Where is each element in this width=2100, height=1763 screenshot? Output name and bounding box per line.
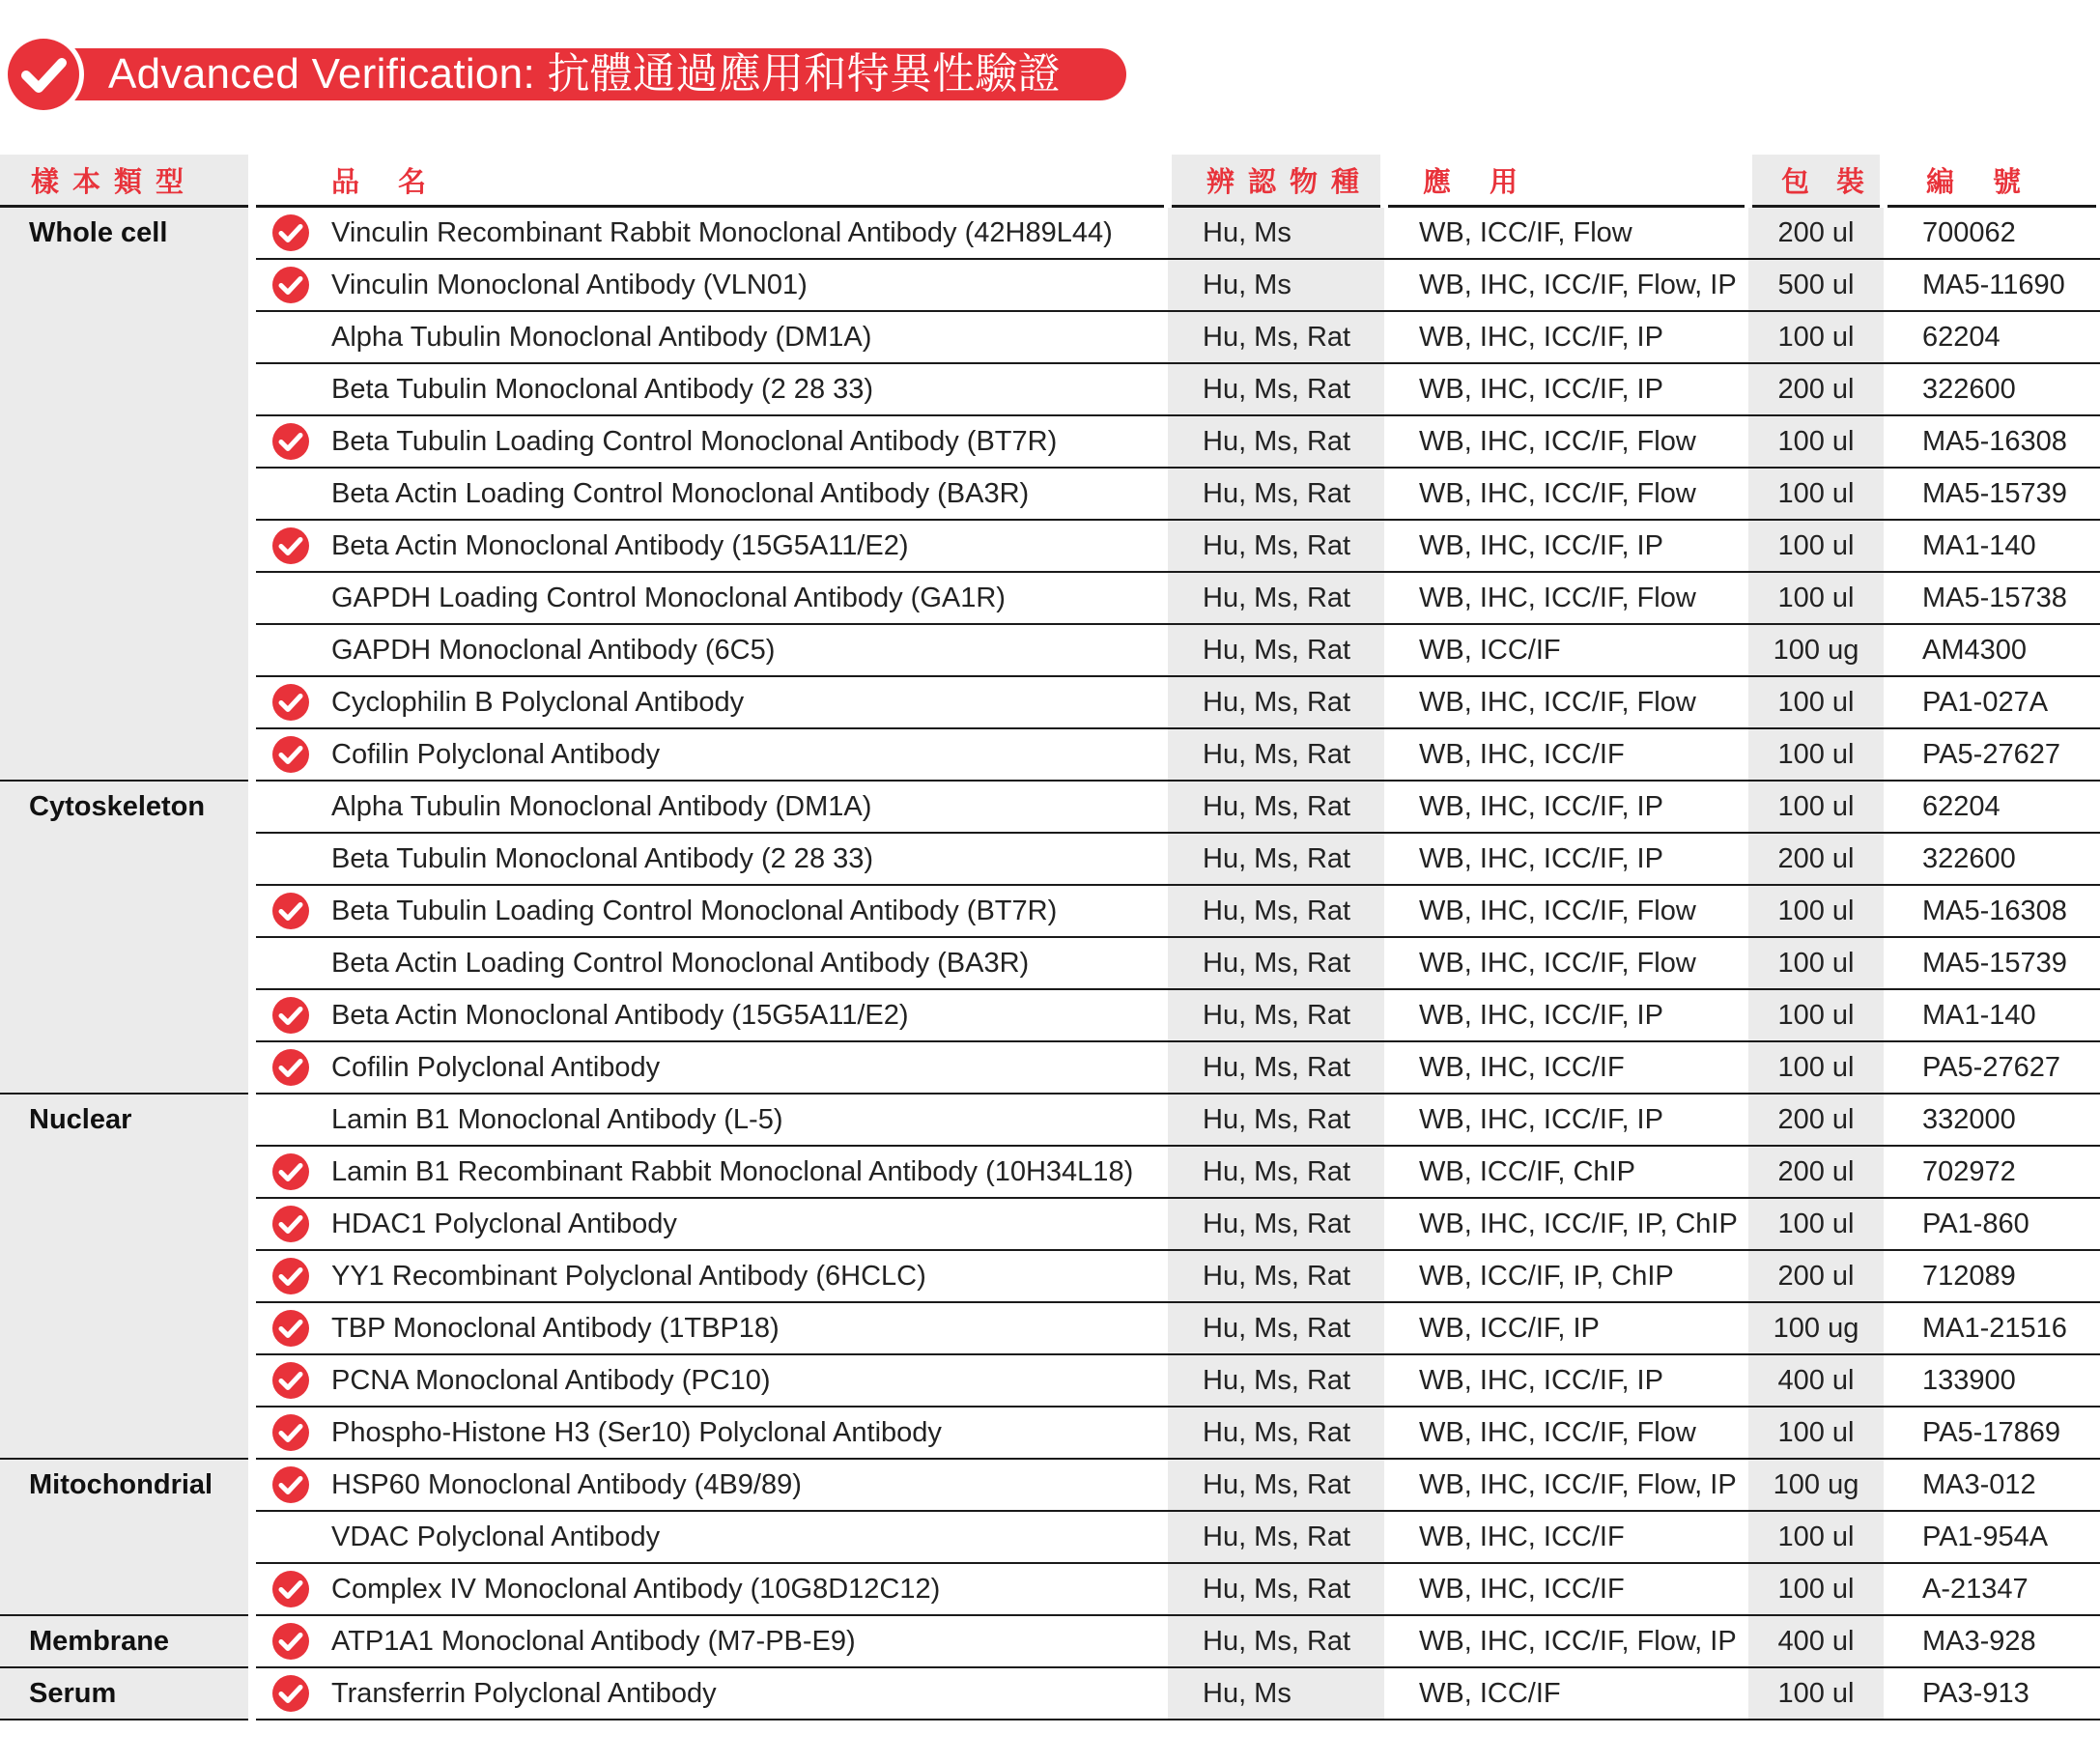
package-cell: 100 ul bbox=[1748, 728, 1884, 781]
product-name: Complex IV Monoclonal Antibody (10G8D12C12) bbox=[331, 1573, 941, 1605]
product-name-cell bbox=[252, 781, 1168, 833]
verified-check-icon bbox=[271, 1257, 310, 1295]
header-package: 包裝 bbox=[1748, 155, 1884, 207]
header-application: 應用 bbox=[1384, 155, 1748, 207]
species-cell: Hu, Ms, Rat bbox=[1168, 1302, 1384, 1354]
catalog-number-cell: MA5-16308 bbox=[1884, 885, 2100, 937]
table-row bbox=[0, 1041, 2100, 1094]
product-name: Transferrin Polyclonal Antibody bbox=[331, 1677, 717, 1709]
table-row bbox=[0, 1250, 2100, 1302]
product-name: GAPDH Loading Control Monoclonal Antibody (GA1R) bbox=[331, 582, 1006, 613]
sample-type-cell bbox=[0, 1563, 252, 1615]
sample-type-cell bbox=[0, 363, 252, 415]
product-name-cell bbox=[252, 311, 1168, 363]
catalog-number-cell: 133900 bbox=[1884, 1354, 2100, 1407]
catalog-number-cell: 332000 bbox=[1884, 1094, 2100, 1146]
verified-check-icon bbox=[271, 1622, 310, 1661]
catalog-number-cell: A-21347 bbox=[1884, 1563, 2100, 1615]
package-cell: 100 ul bbox=[1748, 520, 1884, 572]
product-name-cell bbox=[252, 1250, 1168, 1302]
species-cell: Hu, Ms, Rat bbox=[1168, 572, 1384, 624]
package-cell: 100 ul bbox=[1748, 885, 1884, 937]
product-name-cell bbox=[252, 1302, 1168, 1354]
application-cell: WB, ICC/IF, ChIP bbox=[1384, 1146, 1748, 1198]
table-row bbox=[0, 363, 2100, 415]
header-sample-type: 樣本類型 bbox=[0, 155, 252, 207]
application-cell: WB, ICC/IF, Flow bbox=[1384, 207, 1748, 260]
catalog-number-cell: PA5-27627 bbox=[1884, 1041, 2100, 1094]
verified-check-icon bbox=[271, 1048, 310, 1087]
species-cell: Hu, Ms, Rat bbox=[1168, 1459, 1384, 1511]
sample-type-cell bbox=[0, 1250, 252, 1302]
verified-badge-icon bbox=[0, 31, 87, 118]
species-cell: Hu, Ms, Rat bbox=[1168, 1094, 1384, 1146]
application-cell: WB, IHC, ICC/IF, IP bbox=[1384, 311, 1748, 363]
table-row bbox=[0, 1146, 2100, 1198]
species-cell: Hu, Ms, Rat bbox=[1168, 1563, 1384, 1615]
catalog-number-cell: PA1-954A bbox=[1884, 1511, 2100, 1563]
table-row bbox=[0, 624, 2100, 676]
species-cell: Hu, Ms, Rat bbox=[1168, 833, 1384, 885]
catalog-number-cell: 702972 bbox=[1884, 1146, 2100, 1198]
table-row bbox=[0, 833, 2100, 885]
product-name-cell bbox=[252, 1094, 1168, 1146]
header-product-name: 品名 bbox=[252, 155, 1168, 207]
product-name-cell bbox=[252, 1407, 1168, 1459]
species-cell: Hu, Ms, Rat bbox=[1168, 989, 1384, 1041]
product-table bbox=[0, 155, 2100, 1720]
title-banner bbox=[0, 17, 1159, 133]
application-cell: WB, ICC/IF bbox=[1384, 1667, 1748, 1720]
sample-type-cell bbox=[0, 1041, 252, 1094]
package-cell: 400 ul bbox=[1748, 1354, 1884, 1407]
application-cell: WB, IHC, ICC/IF, Flow, IP bbox=[1384, 1459, 1748, 1511]
catalog-number-cell: PA5-27627 bbox=[1884, 728, 2100, 781]
product-name: Vinculin Recombinant Rabbit Monoclonal Antibody (42H89L44) bbox=[331, 216, 1113, 248]
product-name: VDAC Polyclonal Antibody bbox=[331, 1521, 661, 1552]
table-row bbox=[0, 1302, 2100, 1354]
product-name: Cofilin Polyclonal Antibody bbox=[331, 1051, 661, 1083]
application-cell: WB, IHC, ICC/IF, IP bbox=[1384, 363, 1748, 415]
application-cell: WB, IHC, ICC/IF, Flow, IP bbox=[1384, 1615, 1748, 1667]
sample-type-cell: Cytoskeleton bbox=[0, 781, 252, 833]
application-cell: WB, IHC, ICC/IF, IP bbox=[1384, 781, 1748, 833]
package-cell: 100 ul bbox=[1748, 1198, 1884, 1250]
table-row bbox=[0, 1563, 2100, 1615]
application-cell: WB, IHC, ICC/IF, IP bbox=[1384, 1094, 1748, 1146]
catalog-number-cell: MA5-11690 bbox=[1884, 259, 2100, 311]
verified-check-icon bbox=[271, 1465, 310, 1504]
table-row bbox=[0, 1094, 2100, 1146]
catalog-number-cell: MA5-16308 bbox=[1884, 415, 2100, 468]
application-cell: WB, IHC, ICC/IF, Flow bbox=[1384, 676, 1748, 728]
verified-check-icon bbox=[271, 1361, 310, 1400]
product-name-cell bbox=[252, 728, 1168, 781]
table-row bbox=[0, 676, 2100, 728]
product-name-cell bbox=[252, 207, 1168, 260]
package-cell: 100 ul bbox=[1748, 1511, 1884, 1563]
sample-type-cell bbox=[0, 885, 252, 937]
application-cell: WB, IHC, ICC/IF bbox=[1384, 1511, 1748, 1563]
application-cell: WB, IHC, ICC/IF, IP bbox=[1384, 989, 1748, 1041]
package-cell: 200 ul bbox=[1748, 207, 1884, 260]
application-cell: WB, IHC, ICC/IF, IP bbox=[1384, 1354, 1748, 1407]
species-cell: Hu, Ms bbox=[1168, 1667, 1384, 1720]
application-cell: WB, IHC, ICC/IF, Flow, IP bbox=[1384, 259, 1748, 311]
product-name: HSP60 Monoclonal Antibody (4B9/89) bbox=[331, 1468, 802, 1500]
product-name: Cyclophilin B Polyclonal Antibody bbox=[331, 686, 745, 718]
verified-check-icon bbox=[271, 1674, 310, 1713]
product-name: Alpha Tubulin Monoclonal Antibody (DM1A) bbox=[331, 790, 872, 822]
product-name: TBP Monoclonal Antibody (1TBP18) bbox=[331, 1312, 780, 1344]
species-cell: Hu, Ms, Rat bbox=[1168, 468, 1384, 520]
catalog-number-cell: AM4300 bbox=[1884, 624, 2100, 676]
package-cell: 200 ul bbox=[1748, 363, 1884, 415]
sample-type-cell bbox=[0, 415, 252, 468]
page-title: Advanced Verification: 抗體通過應用和特異性驗證 bbox=[108, 50, 1062, 98]
catalog-number-cell: MA5-15739 bbox=[1884, 468, 2100, 520]
sample-type-cell bbox=[0, 937, 252, 989]
catalog-number-cell: PA1-860 bbox=[1884, 1198, 2100, 1250]
sample-type-cell bbox=[0, 520, 252, 572]
product-name-cell bbox=[252, 676, 1168, 728]
table-row bbox=[0, 572, 2100, 624]
product-name-cell bbox=[252, 937, 1168, 989]
product-name-cell bbox=[252, 363, 1168, 415]
package-cell: 200 ul bbox=[1748, 1146, 1884, 1198]
package-cell: 200 ul bbox=[1748, 1094, 1884, 1146]
catalog-number-cell: 700062 bbox=[1884, 207, 2100, 260]
table-row bbox=[0, 520, 2100, 572]
product-name: Beta Actin Loading Control Monoclonal Antibody (BA3R) bbox=[331, 477, 1030, 509]
catalog-number-cell: 62204 bbox=[1884, 781, 2100, 833]
product-name: Phospho-Histone H3 (Ser10) Polyclonal Antibody bbox=[331, 1416, 942, 1448]
verified-check-icon bbox=[271, 526, 310, 565]
catalog-number-cell: 62204 bbox=[1884, 311, 2100, 363]
species-cell: Hu, Ms, Rat bbox=[1168, 1511, 1384, 1563]
sample-type-cell bbox=[0, 1354, 252, 1407]
table-row bbox=[0, 1407, 2100, 1459]
table-row bbox=[0, 781, 2100, 833]
product-name: Beta Tubulin Monoclonal Antibody (2 28 33) bbox=[331, 842, 874, 874]
product-name-cell bbox=[252, 989, 1168, 1041]
sample-type-cell bbox=[0, 572, 252, 624]
verified-check-icon bbox=[271, 1152, 310, 1191]
catalog-number-cell: MA3-012 bbox=[1884, 1459, 2100, 1511]
application-cell: WB, IHC, ICC/IF, Flow bbox=[1384, 572, 1748, 624]
sample-type-cell bbox=[0, 1302, 252, 1354]
package-cell: 500 ul bbox=[1748, 259, 1884, 311]
product-name-cell bbox=[252, 1667, 1168, 1720]
product-name: YY1 Recombinant Polyclonal Antibody (6HCLC) bbox=[331, 1260, 926, 1292]
package-cell: 100 ul bbox=[1748, 781, 1884, 833]
catalog-number-cell: MA5-15739 bbox=[1884, 937, 2100, 989]
species-cell: Hu, Ms, Rat bbox=[1168, 520, 1384, 572]
catalog-number-cell: MA1-140 bbox=[1884, 520, 2100, 572]
table-row bbox=[0, 1354, 2100, 1407]
verified-check-icon bbox=[271, 1205, 310, 1243]
package-cell: 100 ul bbox=[1748, 1667, 1884, 1720]
product-name: HDAC1 Polyclonal Antibody bbox=[331, 1208, 677, 1239]
product-name-cell bbox=[252, 1563, 1168, 1615]
product-name: Beta Tubulin Monoclonal Antibody (2 28 33) bbox=[331, 373, 874, 405]
species-cell: Hu, Ms, Rat bbox=[1168, 781, 1384, 833]
verified-check-icon bbox=[271, 1309, 310, 1348]
sample-type-cell: Mitochondrial bbox=[0, 1459, 252, 1511]
species-cell: Hu, Ms, Rat bbox=[1168, 676, 1384, 728]
table-row bbox=[0, 728, 2100, 781]
application-cell: WB, IHC, ICC/IF bbox=[1384, 1041, 1748, 1094]
sample-type-cell bbox=[0, 1511, 252, 1563]
table-row bbox=[0, 415, 2100, 468]
table-row bbox=[0, 1198, 2100, 1250]
application-cell: WB, IHC, ICC/IF, Flow bbox=[1384, 468, 1748, 520]
application-cell: WB, ICC/IF, IP bbox=[1384, 1302, 1748, 1354]
application-cell: WB, IHC, ICC/IF bbox=[1384, 1563, 1748, 1615]
product-name-cell bbox=[252, 468, 1168, 520]
application-cell: WB, IHC, ICC/IF, Flow bbox=[1384, 415, 1748, 468]
application-cell: WB, IHC, ICC/IF, IP bbox=[1384, 833, 1748, 885]
product-name: Lamin B1 Monoclonal Antibody (L-5) bbox=[331, 1103, 783, 1135]
sample-type-cell bbox=[0, 728, 252, 781]
sample-type-cell bbox=[0, 833, 252, 885]
species-cell: Hu, Ms, Rat bbox=[1168, 311, 1384, 363]
species-cell: Hu, Ms bbox=[1168, 207, 1384, 260]
product-name-cell bbox=[252, 1354, 1168, 1407]
species-cell: Hu, Ms, Rat bbox=[1168, 885, 1384, 937]
package-cell: 100 ul bbox=[1748, 1041, 1884, 1094]
product-name-cell bbox=[252, 1146, 1168, 1198]
product-name: Beta Tubulin Loading Control Monoclonal Antibody (BT7R) bbox=[331, 895, 1058, 926]
catalog-number-cell: MA5-15738 bbox=[1884, 572, 2100, 624]
product-name-cell bbox=[252, 520, 1168, 572]
species-cell: Hu, Ms, Rat bbox=[1168, 1615, 1384, 1667]
table-row bbox=[0, 207, 2100, 260]
table-header-row bbox=[0, 155, 2100, 207]
table-row bbox=[0, 989, 2100, 1041]
sample-type-cell bbox=[0, 989, 252, 1041]
product-name: Alpha Tubulin Monoclonal Antibody (DM1A) bbox=[331, 321, 872, 353]
application-cell: WB, IHC, ICC/IF, Flow bbox=[1384, 885, 1748, 937]
application-cell: WB, IHC, ICC/IF, IP, ChIP bbox=[1384, 1198, 1748, 1250]
table-row bbox=[0, 259, 2100, 311]
table-row bbox=[0, 1615, 2100, 1667]
application-cell: WB, IHC, ICC/IF, Flow bbox=[1384, 937, 1748, 989]
verified-check-icon bbox=[271, 213, 310, 252]
sample-type-cell: Whole cell bbox=[0, 207, 252, 260]
product-name-cell bbox=[252, 259, 1168, 311]
catalog-number-cell: PA1-027A bbox=[1884, 676, 2100, 728]
product-name: Lamin B1 Recombinant Rabbit Monoclonal Antibody (10H34L18) bbox=[331, 1155, 1134, 1187]
sample-type-cell bbox=[0, 259, 252, 311]
header-catalog: 編號 bbox=[1884, 155, 2100, 207]
product-name-cell bbox=[252, 624, 1168, 676]
table-row bbox=[0, 937, 2100, 989]
species-cell: Hu, Ms, Rat bbox=[1168, 728, 1384, 781]
sample-type-cell bbox=[0, 1198, 252, 1250]
package-cell: 100 ul bbox=[1748, 989, 1884, 1041]
species-cell: Hu, Ms, Rat bbox=[1168, 363, 1384, 415]
package-cell: 400 ul bbox=[1748, 1615, 1884, 1667]
table-row bbox=[0, 1459, 2100, 1511]
package-cell: 200 ul bbox=[1748, 1250, 1884, 1302]
product-name-cell bbox=[252, 833, 1168, 885]
sample-type-cell bbox=[0, 311, 252, 363]
product-name-cell bbox=[252, 1615, 1168, 1667]
species-cell: Hu, Ms, Rat bbox=[1168, 937, 1384, 989]
package-cell: 100 ul bbox=[1748, 676, 1884, 728]
species-cell: Hu, Ms, Rat bbox=[1168, 1407, 1384, 1459]
sample-type-cell: Membrane bbox=[0, 1615, 252, 1667]
package-cell: 100 ug bbox=[1748, 1459, 1884, 1511]
package-cell: 100 ug bbox=[1748, 624, 1884, 676]
package-cell: 100 ul bbox=[1748, 468, 1884, 520]
package-cell: 100 ul bbox=[1748, 415, 1884, 468]
product-name-cell bbox=[252, 572, 1168, 624]
sample-type-cell bbox=[0, 1407, 252, 1459]
verified-check-icon bbox=[271, 996, 310, 1035]
sample-type-cell bbox=[0, 468, 252, 520]
product-name: Beta Actin Monoclonal Antibody (15G5A11/E2) bbox=[331, 529, 909, 561]
catalog-number-cell: 712089 bbox=[1884, 1250, 2100, 1302]
species-cell: Hu, Ms bbox=[1168, 259, 1384, 311]
catalog-number-cell: 322600 bbox=[1884, 833, 2100, 885]
species-cell: Hu, Ms, Rat bbox=[1168, 1250, 1384, 1302]
product-name: PCNA Monoclonal Antibody (PC10) bbox=[331, 1364, 771, 1396]
verified-check-icon bbox=[271, 735, 310, 774]
package-cell: 100 ul bbox=[1748, 1563, 1884, 1615]
sample-type-cell: Nuclear bbox=[0, 1094, 252, 1146]
header-species: 辨認物種 bbox=[1168, 155, 1384, 207]
package-cell: 100 ul bbox=[1748, 311, 1884, 363]
product-name: ATP1A1 Monoclonal Antibody (M7-PB-E9) bbox=[331, 1625, 856, 1657]
package-cell: 200 ul bbox=[1748, 833, 1884, 885]
product-name-cell bbox=[252, 1511, 1168, 1563]
product-name: GAPDH Monoclonal Antibody (6C5) bbox=[331, 634, 776, 666]
species-cell: Hu, Ms, Rat bbox=[1168, 1354, 1384, 1407]
catalog-number-cell: MA1-140 bbox=[1884, 989, 2100, 1041]
table-row bbox=[0, 1511, 2100, 1563]
catalog-number-cell: PA5-17869 bbox=[1884, 1407, 2100, 1459]
catalog-number-cell: 322600 bbox=[1884, 363, 2100, 415]
product-name-cell bbox=[252, 1459, 1168, 1511]
package-cell: 100 ul bbox=[1748, 1407, 1884, 1459]
table-row bbox=[0, 311, 2100, 363]
sample-type-cell bbox=[0, 1146, 252, 1198]
species-cell: Hu, Ms, Rat bbox=[1168, 1198, 1384, 1250]
product-name: Beta Actin Loading Control Monoclonal Antibody (BA3R) bbox=[331, 947, 1030, 979]
application-cell: WB, ICC/IF bbox=[1384, 624, 1748, 676]
verified-check-icon bbox=[271, 683, 310, 722]
species-cell: Hu, Ms, Rat bbox=[1168, 415, 1384, 468]
verified-check-icon bbox=[271, 266, 310, 304]
sample-type-cell bbox=[0, 676, 252, 728]
verified-check-icon bbox=[271, 422, 310, 461]
catalog-number-cell: MA1-21516 bbox=[1884, 1302, 2100, 1354]
product-name: Cofilin Polyclonal Antibody bbox=[331, 738, 661, 770]
product-name: Beta Tubulin Loading Control Monoclonal Antibody (BT7R) bbox=[331, 425, 1058, 457]
product-name-cell bbox=[252, 1198, 1168, 1250]
product-name: Beta Actin Monoclonal Antibody (15G5A11/E2) bbox=[331, 999, 909, 1031]
table-row bbox=[0, 468, 2100, 520]
catalog-number-cell: MA3-928 bbox=[1884, 1615, 2100, 1667]
product-name-cell bbox=[252, 415, 1168, 468]
verified-check-icon bbox=[271, 1570, 310, 1608]
product-name-cell bbox=[252, 1041, 1168, 1094]
product-name: Vinculin Monoclonal Antibody (VLN01) bbox=[331, 269, 808, 300]
package-cell: 100 ul bbox=[1748, 937, 1884, 989]
species-cell: Hu, Ms, Rat bbox=[1168, 1146, 1384, 1198]
application-cell: WB, IHC, ICC/IF, Flow bbox=[1384, 1407, 1748, 1459]
application-cell: WB, ICC/IF, IP, ChIP bbox=[1384, 1250, 1748, 1302]
sample-type-cell bbox=[0, 624, 252, 676]
catalog-number-cell: PA3-913 bbox=[1884, 1667, 2100, 1720]
application-cell: WB, IHC, ICC/IF bbox=[1384, 728, 1748, 781]
application-cell: WB, IHC, ICC/IF, IP bbox=[1384, 520, 1748, 572]
product-name-cell bbox=[252, 885, 1168, 937]
species-cell: Hu, Ms, Rat bbox=[1168, 624, 1384, 676]
verified-check-icon bbox=[271, 1413, 310, 1452]
package-cell: 100 ul bbox=[1748, 572, 1884, 624]
table-row bbox=[0, 885, 2100, 937]
species-cell: Hu, Ms, Rat bbox=[1168, 1041, 1384, 1094]
package-cell: 100 ug bbox=[1748, 1302, 1884, 1354]
verified-check-icon bbox=[271, 892, 310, 930]
sample-type-cell: Serum bbox=[0, 1667, 252, 1720]
table-row bbox=[0, 1667, 2100, 1720]
